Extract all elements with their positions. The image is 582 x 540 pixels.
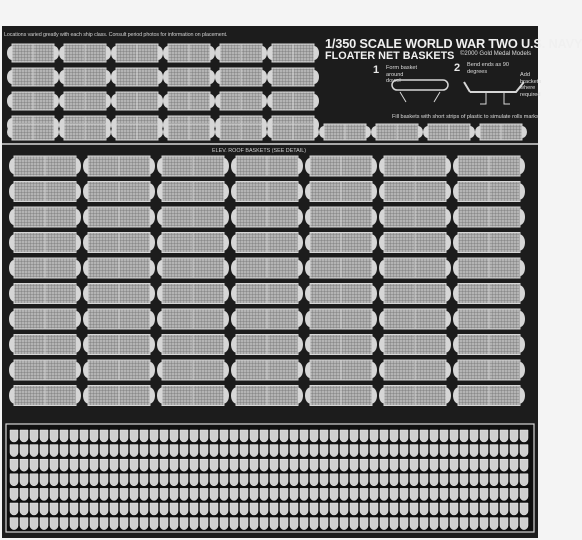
basket-main xyxy=(9,182,81,202)
basket-main xyxy=(379,360,451,380)
basket-main xyxy=(453,284,525,304)
basket-main xyxy=(157,156,229,176)
basket-upper xyxy=(267,44,319,62)
basket-main xyxy=(379,386,451,406)
basket-upper xyxy=(267,68,319,86)
basket-main xyxy=(379,182,451,202)
basket-row xyxy=(111,124,163,140)
basket-upper xyxy=(59,92,111,110)
basket-main xyxy=(305,258,377,278)
placement-note: Locations varied greatly with each ship class. Consult period photos for information on placement. xyxy=(4,32,228,38)
basket-upper xyxy=(163,68,215,86)
basket-main xyxy=(9,284,81,304)
basket-main xyxy=(83,207,155,227)
basket-main xyxy=(231,258,303,278)
basket-main xyxy=(453,156,525,176)
basket-main xyxy=(453,386,525,406)
basket-main xyxy=(305,207,377,227)
basket-main xyxy=(157,386,229,406)
basket-row xyxy=(7,124,59,140)
basket-upper xyxy=(215,92,267,110)
basket-upper xyxy=(215,68,267,86)
basket-main xyxy=(231,233,303,253)
basket-main xyxy=(9,233,81,253)
roof-baskets-label: ELEV. ROOF BASKETS (SEE DETAIL) xyxy=(212,148,307,154)
basket-main xyxy=(157,309,229,329)
basket-upper xyxy=(163,44,215,62)
sheet-title-line2: FLOATER NET BASKETS xyxy=(325,50,455,62)
basket-main xyxy=(83,386,155,406)
copyright-text: ©2000 Gold Medal Models xyxy=(460,51,532,57)
basket-main xyxy=(453,207,525,227)
basket-main xyxy=(379,258,451,278)
basket-main xyxy=(231,309,303,329)
fill-note: Fill baskets with short strips of plastic to simulate rolls marks xyxy=(392,114,539,120)
basket-main xyxy=(157,258,229,278)
step1-text: Form basket around dowel xyxy=(386,65,418,85)
basket-main xyxy=(305,284,377,304)
basket-row xyxy=(371,124,423,140)
basket-upper xyxy=(7,92,59,110)
basket-upper xyxy=(215,44,267,62)
basket-row xyxy=(475,124,527,140)
basket-main xyxy=(305,335,377,355)
basket-upper xyxy=(59,44,111,62)
basket-main xyxy=(379,207,451,227)
step2-text: Bend ends as 90 degrees xyxy=(467,62,509,75)
basket-main xyxy=(305,360,377,380)
basket-main xyxy=(157,233,229,253)
basket-main xyxy=(9,309,81,329)
basket-main xyxy=(83,182,155,202)
basket-upper xyxy=(111,44,163,62)
basket-main xyxy=(379,156,451,176)
basket-main xyxy=(379,335,451,355)
sheet-title-line1: 1/350 SCALE WORLD WAR TWO U.S. NAVY xyxy=(325,36,582,51)
basket-upper xyxy=(111,92,163,110)
basket-main xyxy=(157,207,229,227)
basket-row xyxy=(163,124,215,140)
basket-main xyxy=(157,335,229,355)
basket-main xyxy=(453,335,525,355)
basket-row xyxy=(215,124,267,140)
basket-main xyxy=(83,233,155,253)
basket-upper xyxy=(267,92,319,110)
basket-main xyxy=(83,284,155,304)
basket-main xyxy=(231,207,303,227)
basket-row xyxy=(319,124,371,140)
basket-main xyxy=(231,156,303,176)
basket-main xyxy=(231,284,303,304)
basket-row xyxy=(59,124,111,140)
basket-main xyxy=(305,233,377,253)
basket-main xyxy=(9,258,81,278)
basket-main xyxy=(83,156,155,176)
basket-row xyxy=(423,124,475,140)
step2-number: 2 xyxy=(454,62,461,74)
basket-main xyxy=(9,207,81,227)
basket-main xyxy=(231,335,303,355)
basket-main xyxy=(379,309,451,329)
bottom-loop-strip xyxy=(6,424,534,532)
basket-main xyxy=(305,309,377,329)
step1-number: 1 xyxy=(373,64,380,76)
basket-upper xyxy=(7,68,59,86)
basket-main xyxy=(379,233,451,253)
basket-main xyxy=(83,258,155,278)
basket-main xyxy=(157,182,229,202)
basket-main xyxy=(305,182,377,202)
basket-upper xyxy=(163,92,215,110)
basket-row xyxy=(267,124,319,140)
basket-main xyxy=(83,360,155,380)
basket-main xyxy=(231,182,303,202)
basket-main xyxy=(231,360,303,380)
basket-main xyxy=(9,360,81,380)
basket-main xyxy=(379,284,451,304)
basket-main xyxy=(453,258,525,278)
basket-main xyxy=(453,182,525,202)
basket-main xyxy=(9,386,81,406)
basket-upper xyxy=(7,44,59,62)
basket-main xyxy=(231,386,303,406)
basket-main xyxy=(305,386,377,406)
basket-upper xyxy=(111,68,163,86)
basket-main xyxy=(9,335,81,355)
basket-main xyxy=(83,335,155,355)
basket-main xyxy=(83,309,155,329)
basket-main xyxy=(9,156,81,176)
basket-main xyxy=(453,309,525,329)
basket-main xyxy=(453,360,525,380)
basket-upper xyxy=(59,68,111,86)
basket-main xyxy=(453,233,525,253)
step3-text: Add brackets where required xyxy=(520,72,542,98)
basket-main xyxy=(157,360,229,380)
basket-main xyxy=(157,284,229,304)
basket-main xyxy=(305,156,377,176)
